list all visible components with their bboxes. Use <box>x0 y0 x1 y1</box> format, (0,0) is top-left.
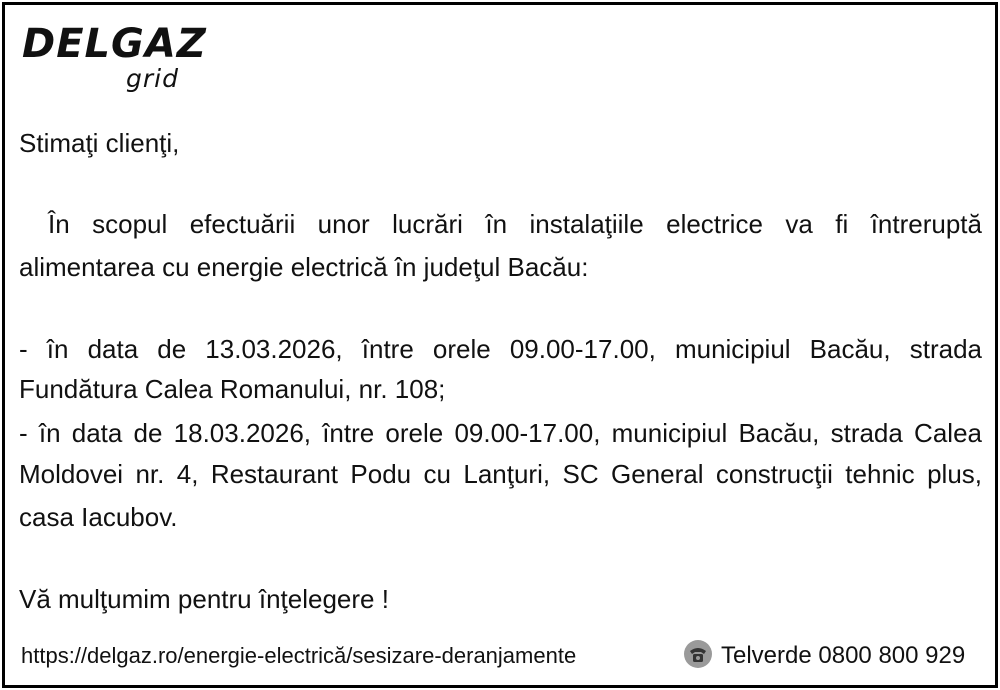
outage-item-1-line-2: Fundătura Calea Romanului, nr. 108; <box>19 374 446 404</box>
outage-item-2-line-1: - în data de 18.03.2026, între orele 09.00-17.00, municipiul Bacău, strada Calea <box>19 418 982 448</box>
footer-url-link[interactable]: https://delgaz.ro/energie-electrică/sesizare-deranjamente <box>21 643 577 668</box>
telephone-icon <box>683 639 721 674</box>
closing-thanks: Vă mulţumim pentru înţelegere ! <box>19 584 389 614</box>
intro-line-1: În scopul efectuării unor lucrări în instalaţiile electrice va fi întreruptă <box>48 209 982 239</box>
greeting: Stimaţi clienţi, <box>19 128 180 158</box>
outage-item-1-line-1: - în data de 13.03.2026, între orele 09.00-17.00, municipiul Bacău, strada <box>19 334 982 364</box>
outage-item-2-line-2: Moldovei nr. 4, Restaurant Podu cu Lanţuri, SC General construcţii tehnic plus, <box>19 459 982 489</box>
intro-line-2: alimentarea cu energie electrică în judeţul Bacău: <box>19 252 589 282</box>
logo-sub-text: grid <box>126 64 179 93</box>
logo-main-text: DELGAZ <box>22 21 207 67</box>
delgaz-grid-logo <box>22 20 222 100</box>
hotline-info <box>683 640 965 672</box>
hotline-number: Telverde 0800 800 929 <box>721 642 966 669</box>
outage-item-2-line-3: casa Iacubov. <box>19 502 178 532</box>
